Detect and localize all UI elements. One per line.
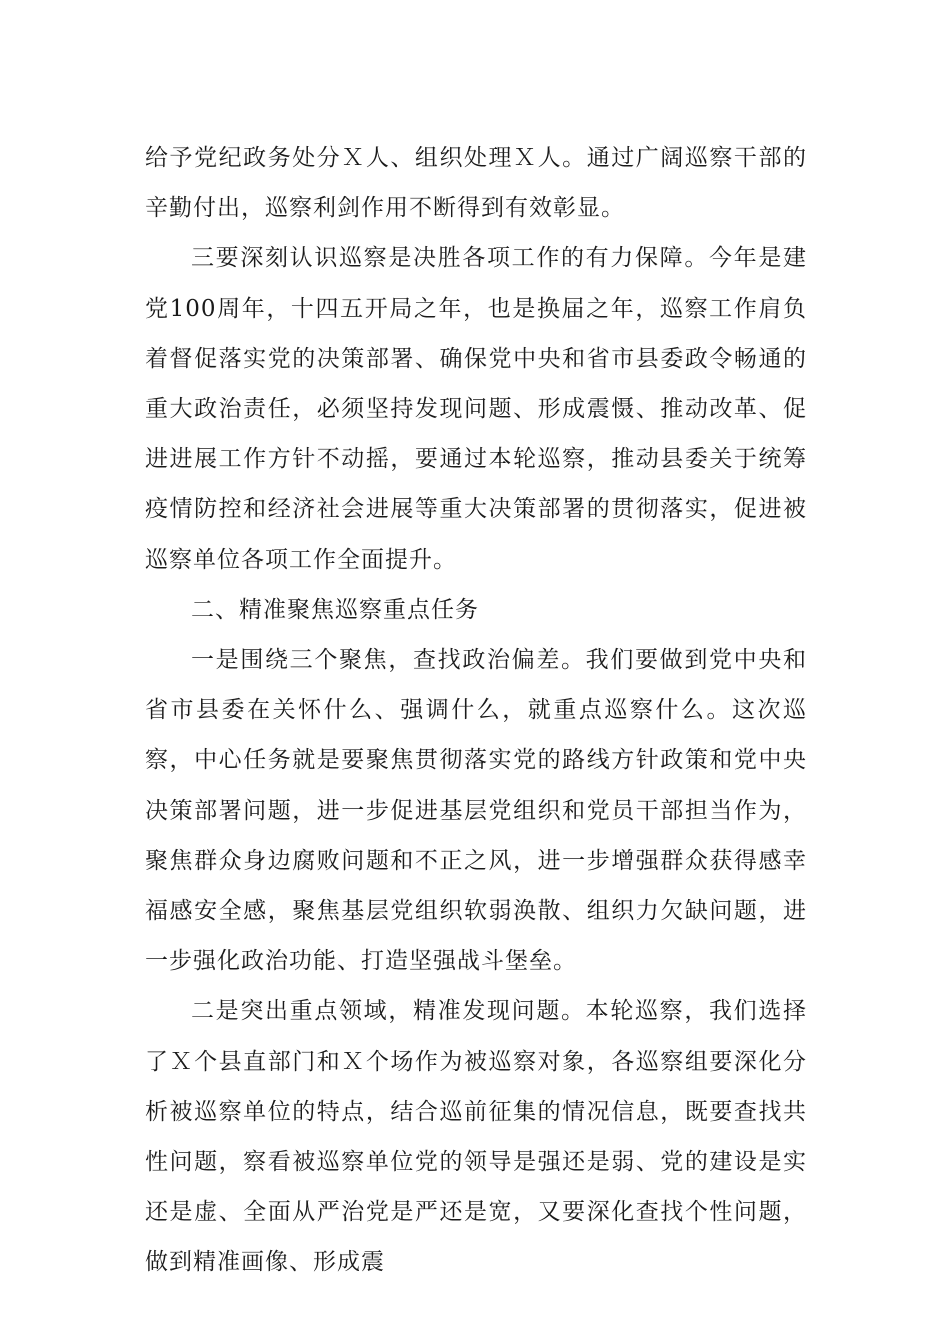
paragraph-2: 三要深刻认识巡察是决胜各项工作的有力保障。今年是建党100周年，十四五开局之年，也是换届之年，巡察工作肩负着督促落实党的决策部署、确保党中央和省市县委政令畅通的重大政治责任，必须坚持发现问题、形成震慑、推动改革、促进进展工作方针不动摇，要通过本轮巡察，推动县委关于统筹疫情防控和经济社会进展等重大决策部署的贯彻落实，促进被巡察单位各项工作全面提升。 [145,245,807,573]
paragraph-4: 二是突出重点领域，精准发现问题。本轮巡察，我们选择了Ｘ个县直部门和Ｘ个场作为被巡察对象，各巡察组要深化分析被巡察单位的特点，结合巡前征集的情况信息，既要查找共性问题，察看被巡察单位党的领导是强还是弱、党的建设是实还是虚、全面从严治党是严还是宽，又要深化查找个性问题，做到精准画像、形成震 [145,998,807,1276]
document-body [145,133,807,1288]
paragraph-3: 一是围绕三个聚焦，查找政治偏差。我们要做到党中央和省市县委在关怀什么、强调什么，就重点巡察什么。这次巡察，中心任务就是要聚焦贯彻落实党的路线方针政策和党中央决策部署问题，进一步促进基层党组织和党员干部担当作为，聚焦群众身边腐败问题和不正之风，进一步增强群众获得感幸福感安全感，聚焦基层党组织软弱涣散、组织力欠缺问题，进一步强化政治功能、打造坚强战斗堡垒。 [145,647,807,975]
section-heading: 二、精准聚焦巡察重点任务 [191,596,479,623]
paragraph-1: 给予党纪政务处分Ｘ人、组织处理Ｘ人。通过广阔巡察干部的辛勤付出，巡察利剑作用不断得到有效彰显。 [145,145,807,222]
